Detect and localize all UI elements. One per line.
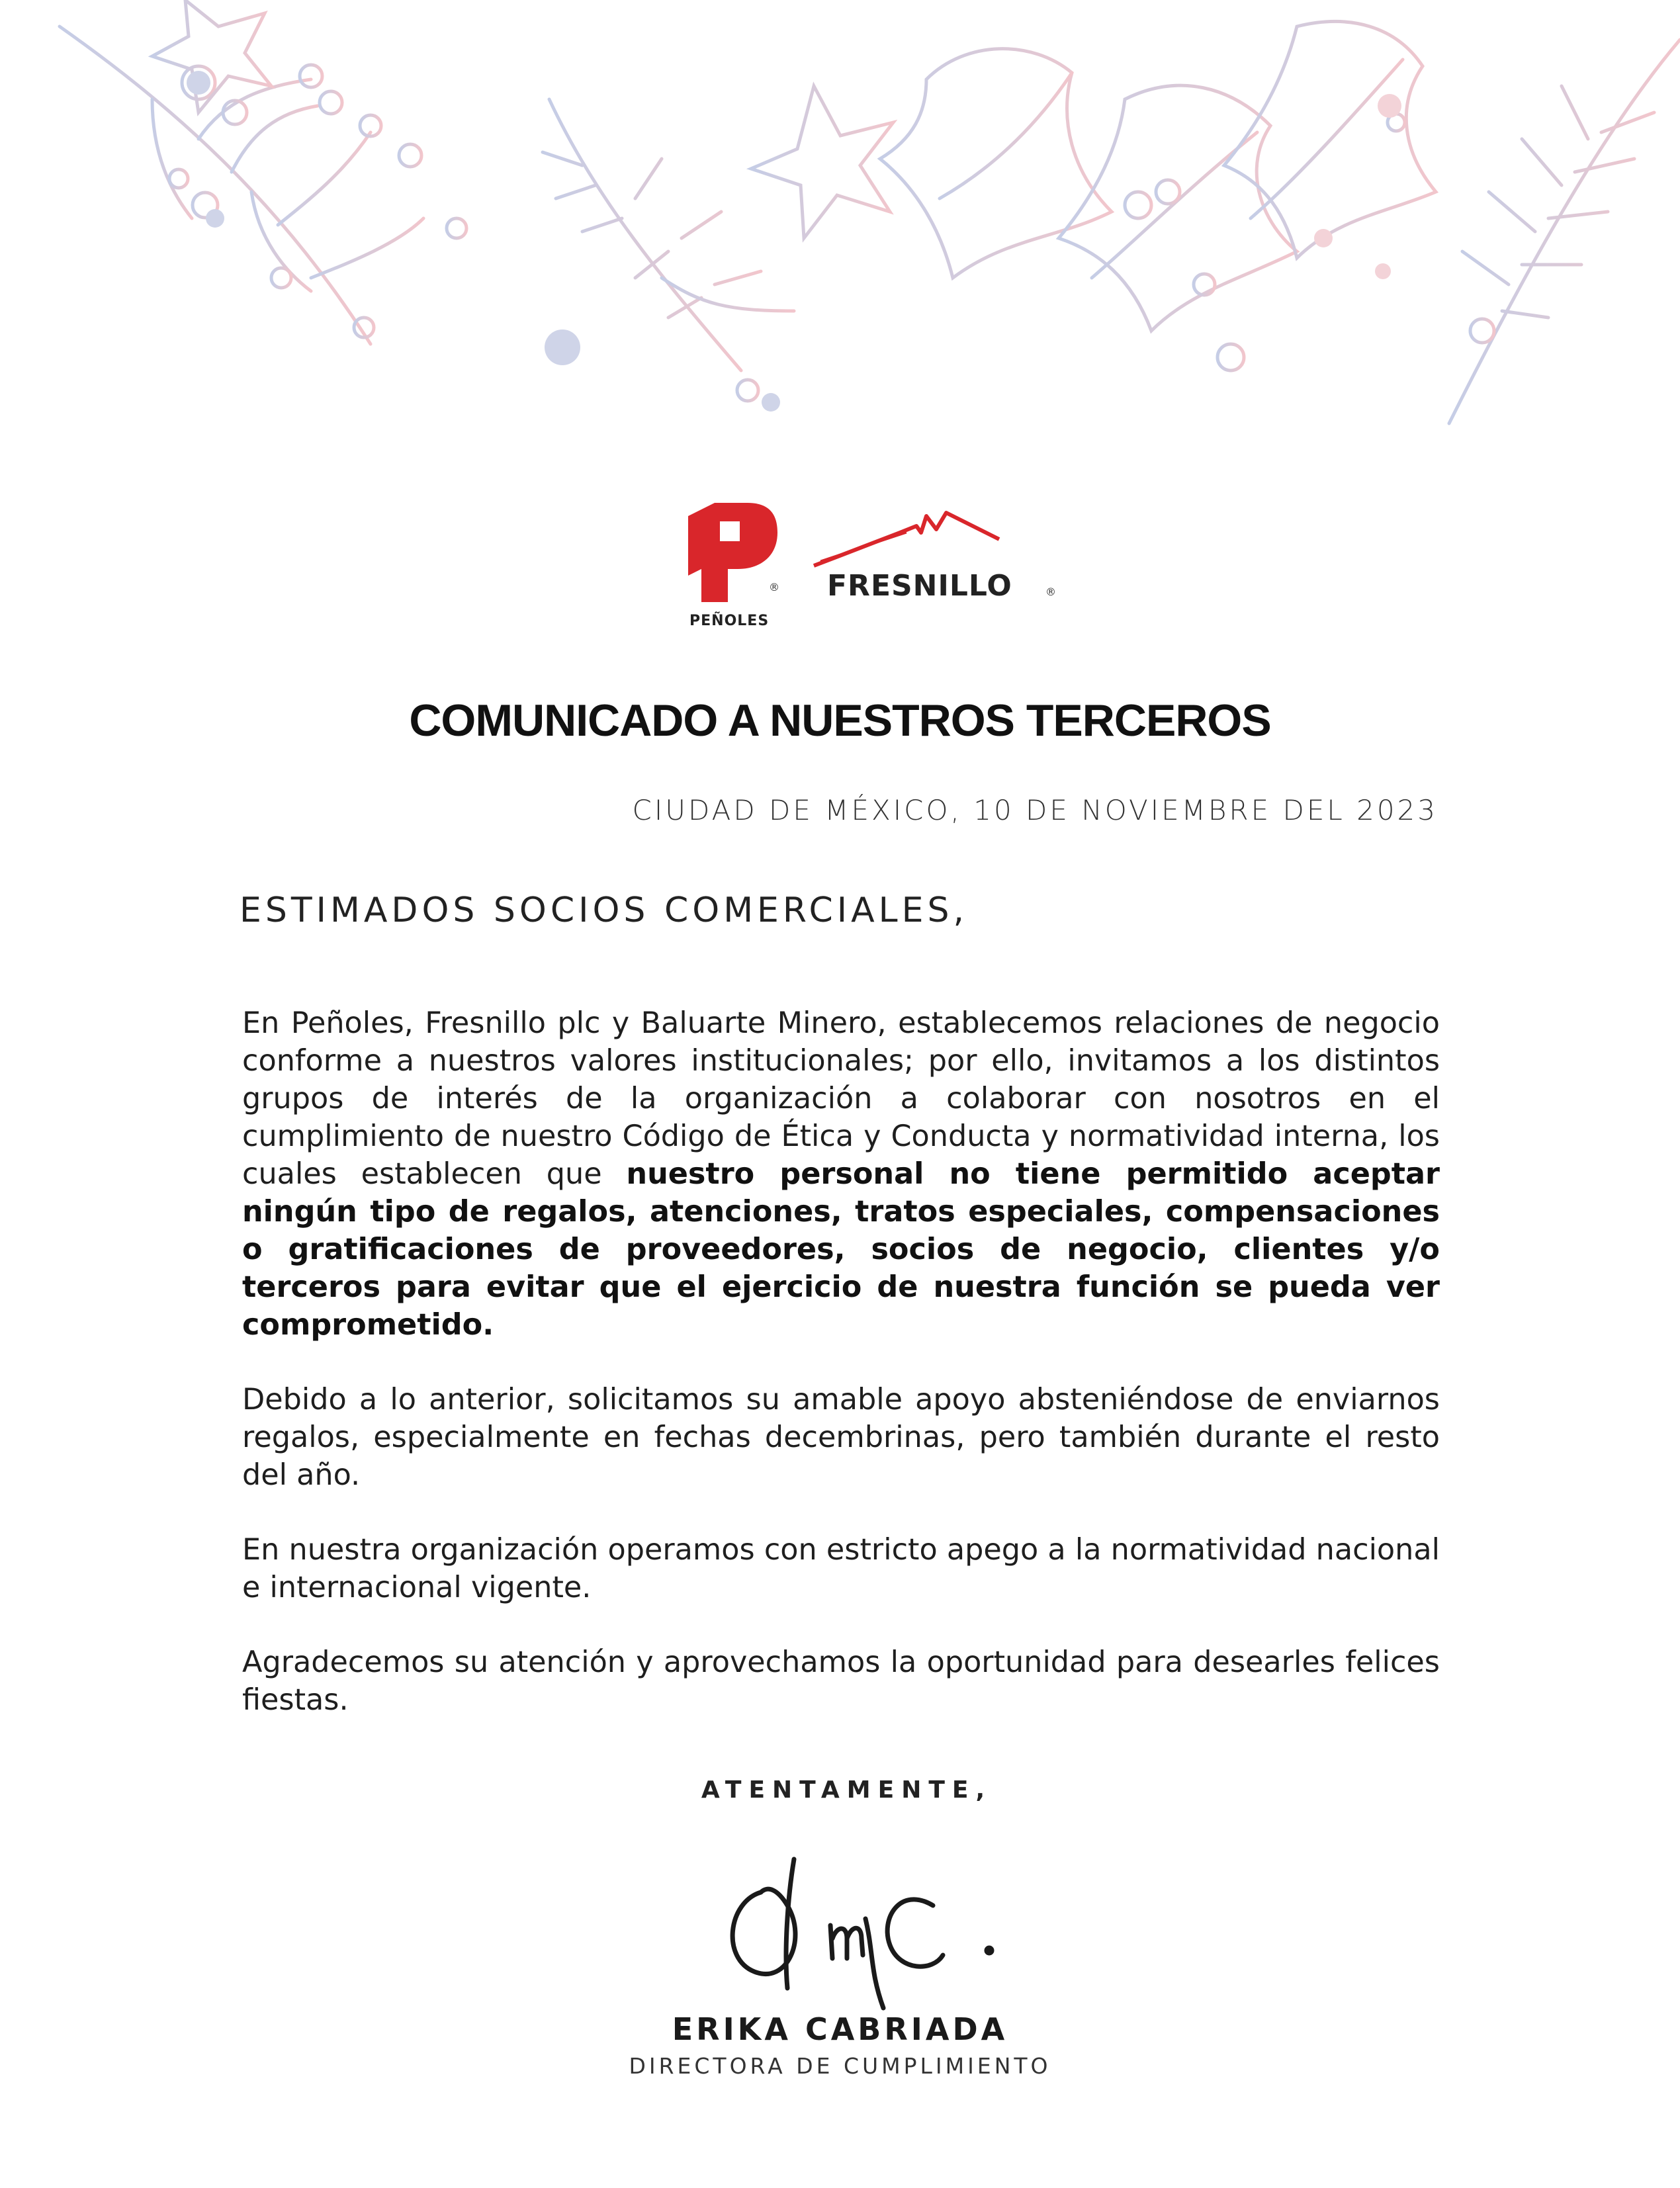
document-title: COMUNICADO A NUESTROS TERCEROS <box>409 695 1271 746</box>
paragraph-1 <box>242 1004 1440 1344</box>
paragraph-1-emphasis: nuestro personal no tiene permitido aceptar ningún tipo de regalos, atenciones, tratos especiales, compensaciones o gratificaciones de proveedores, socios de negocio, clientes y/o terceros para evitar que el ejercicio de nuestra función se pueda ver comprometido. <box>242 1157 1440 1342</box>
greeting: ESTIMADOS SOCIOS COMERCIALES, <box>240 891 969 930</box>
svg-text:®: ® <box>769 581 779 593</box>
penoles-logo <box>688 503 779 629</box>
pine-branch-icon <box>543 99 794 371</box>
signature <box>715 1839 1019 2011</box>
paragraph-4: Agradecemos su atención y aprovechamos la oportunidad para desearles felices fiestas. <box>242 1645 1440 1717</box>
pine-branch-icon <box>1449 40 1680 423</box>
holly-leaf-icon <box>880 22 1436 331</box>
star-icon <box>751 86 893 238</box>
company-logos <box>688 503 1072 629</box>
christmas-decoration <box>0 0 1680 463</box>
paragraph-3: En nuestra organización operamos con estricto apego a la normatividad nacional e internacional vigente. <box>242 1533 1440 1604</box>
closing: ATENTAMENTE, <box>701 1776 993 1804</box>
svg-text:FRESNILLO: FRESNILLO <box>827 569 1012 603</box>
paragraph-2: Debido a lo anterior, solicitamos su amable apoyo absteniéndose de enviarnos regalos, especialmente en fechas decembrinas, pero también durante el resto del año. <box>242 1383 1440 1492</box>
paragraph-1-text: En Peñoles, Fresnillo plc y Baluarte Minero, establecemos relaciones de negocio conforme a nuestros valores institucionales; por ello, invitamos a los distintos grupos de interés de la organización a colaborar con nosotros en el cumplimiento de nuestro Código de Ética y Conducta y normatividad interna, los cuales establecen que <box>242 1006 1440 1191</box>
dateline: CIUDAD DE MÉXICO, 10 DE NOVIEMBRE DEL 2023 <box>632 794 1438 826</box>
svg-text:®: ® <box>1045 586 1056 598</box>
fresnillo-logo <box>814 513 1056 603</box>
svg-text:PEÑOLES: PEÑOLES <box>689 613 770 629</box>
letter-body <box>242 1004 1440 1756</box>
signer-name: ERIKA CABRIADA <box>672 2011 1008 2047</box>
signer-role: DIRECTORA DE CUMPLIMIENTO <box>629 2053 1051 2079</box>
